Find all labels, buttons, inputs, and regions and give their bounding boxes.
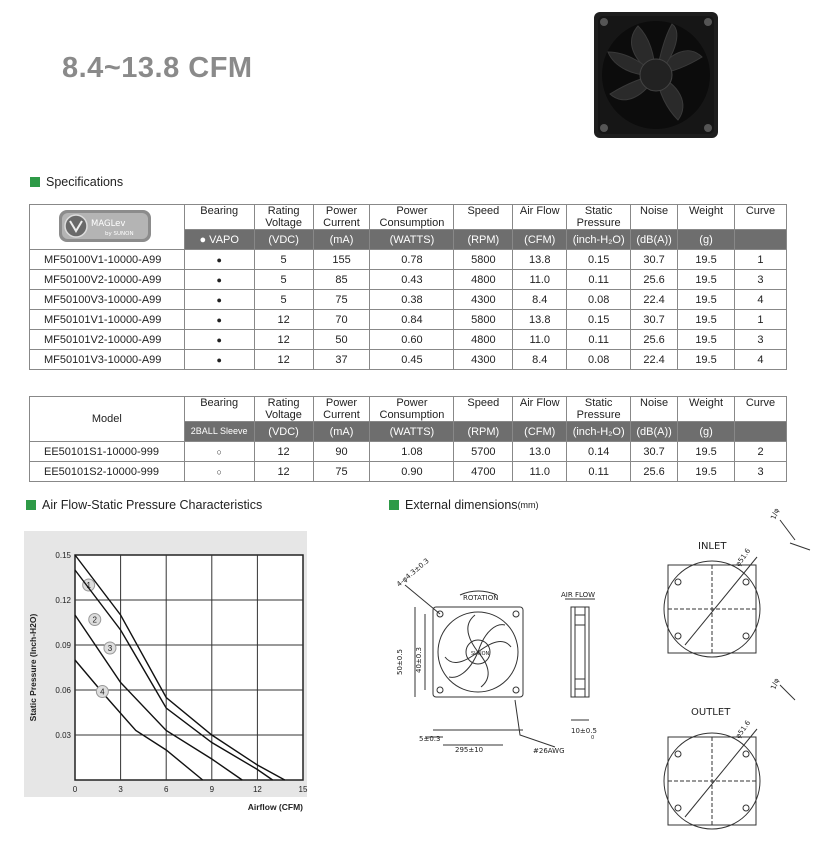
table-cell: 0.15 — [567, 310, 631, 330]
unit-cell: ● VAPO — [184, 230, 254, 250]
logo-by: by SUNON — [104, 230, 134, 237]
depth-sub-label: 0 — [591, 735, 595, 741]
table-cell: 19.5 — [678, 250, 735, 270]
table-cell: 19.5 — [678, 330, 735, 350]
height-outer-label: 50±0.5 — [396, 649, 404, 675]
table-cell: 0.60 — [370, 330, 454, 350]
table-cell: 25.6 — [631, 462, 678, 482]
table-cell: 4700 — [454, 462, 513, 482]
table-cell: ● — [184, 290, 254, 310]
table-cell: 19.5 — [678, 442, 735, 462]
series-label: 4 — [100, 687, 105, 697]
table-row — [30, 290, 787, 310]
table-row — [30, 250, 787, 270]
y-tick-label: 0.06 — [55, 686, 71, 695]
dimension-drawing — [385, 507, 821, 861]
table-cell: 3 — [734, 270, 786, 290]
table-cell: 75 — [313, 290, 370, 310]
unit-cell: (CFM) — [513, 230, 567, 250]
table-cell: 2 — [735, 442, 787, 462]
brand-label: SUNON — [471, 651, 490, 657]
table-row — [30, 442, 787, 462]
col-header: Noise — [631, 205, 678, 230]
table-cell: 5 — [254, 290, 313, 310]
depth-label: 10±0.5 — [571, 727, 597, 735]
outlet-label: OUTLET — [691, 707, 731, 718]
table-cell: 13.8 — [513, 250, 567, 270]
table-cell: 37 — [313, 350, 370, 370]
table-cell: 0.08 — [567, 350, 631, 370]
table-cell: 0.78 — [370, 250, 454, 270]
col-header: Weight — [678, 205, 735, 230]
col-header: Weight — [678, 397, 735, 422]
unit-cell: (WATTS) — [370, 230, 454, 250]
table-cell: 25.6 — [631, 270, 678, 290]
table-cell: 4300 — [454, 290, 513, 310]
col-header: Rating Voltage — [254, 397, 313, 422]
table-cell: 11.0 — [513, 462, 567, 482]
table-cell: 4 — [734, 290, 786, 310]
table-cell: 12 — [254, 442, 313, 462]
y-axis-label: Static Pressure (Inch-H2O) — [28, 613, 38, 722]
col-header: Power Current — [313, 205, 370, 230]
table-cell: 3 — [735, 462, 787, 482]
model-cell: MF50101V3-10000-A99 — [30, 350, 185, 370]
stub-label: 5±0.3 — [419, 735, 441, 743]
unit-cell: (CFM) — [513, 422, 567, 442]
table-cell: 30.7 — [631, 310, 678, 330]
unit-cell: (g) — [678, 230, 735, 250]
table-cell: ● — [184, 250, 254, 270]
unit-cell — [735, 422, 787, 442]
table-cell: 0.11 — [567, 270, 631, 290]
unit-cell — [734, 230, 786, 250]
table-cell: ● — [184, 270, 254, 290]
table-cell: 0.08 — [567, 290, 631, 310]
table-cell: 5800 — [454, 250, 513, 270]
table-cell: 5800 — [454, 310, 513, 330]
table-cell: 4 — [734, 350, 786, 370]
spec-table-maglev — [29, 204, 787, 370]
col-header: Noise — [631, 397, 678, 422]
table-cell: 13.0 — [513, 442, 567, 462]
table-row — [30, 462, 787, 482]
fan-side-outline — [571, 607, 589, 697]
model-cell: MF50101V2-10000-A99 — [30, 330, 185, 350]
x-tick-label: 9 — [209, 785, 215, 794]
y-tick-label: 0.12 — [55, 596, 71, 605]
airflow-pressure-chart — [0, 520, 330, 810]
unit-cell: (g) — [678, 422, 735, 442]
x-tick-label: 6 — [163, 785, 169, 794]
bullet-square-icon — [389, 500, 399, 510]
col-header: Power Consumption — [370, 397, 454, 422]
table-cell: 4800 — [454, 330, 513, 350]
table-cell: ● — [184, 330, 254, 350]
outlet-dia-label: φ51.6 — [734, 718, 753, 741]
table-cell: 5700 — [454, 442, 513, 462]
unit-cell: 2BALL Sleeve — [184, 422, 254, 442]
table-cell: 25.6 — [631, 330, 678, 350]
y-tick-label: 0.09 — [55, 641, 71, 650]
col-header: Air Flow — [513, 205, 567, 230]
table-cell: 0.15 — [567, 250, 631, 270]
awg-label: #26AWG — [533, 747, 565, 755]
model-cell: EE50101S2-10000-999 — [30, 462, 185, 482]
inlet-angle-label: 1/φ — [769, 507, 781, 521]
col-header: Air Flow — [513, 397, 567, 422]
table-cell: 70 — [313, 310, 370, 330]
table-cell: 8.4 — [513, 350, 567, 370]
maglev-logo — [30, 205, 185, 250]
outlet-angle-label: 1/φ — [769, 677, 781, 691]
plot-area — [75, 555, 303, 780]
lead-label: 295±10 — [455, 746, 484, 754]
table-cell: 30.7 — [631, 250, 678, 270]
series-label: 2 — [92, 615, 97, 625]
table-cell: 0.11 — [567, 330, 631, 350]
col-header: Power Current — [313, 397, 370, 422]
table-cell: 90 — [313, 442, 370, 462]
bullet-square-icon — [30, 177, 40, 187]
model-cell: MF50100V3-10000-A99 — [30, 290, 185, 310]
table-cell: 0.45 — [370, 350, 454, 370]
table-row — [30, 330, 787, 350]
col-header: Curve — [735, 397, 787, 422]
table-cell: 155 — [313, 250, 370, 270]
table-cell: ○ — [184, 462, 254, 482]
table-cell: 11.0 — [513, 330, 567, 350]
table-cell: 4300 — [454, 350, 513, 370]
table-cell: ● — [184, 350, 254, 370]
bullet-square-icon — [26, 500, 36, 510]
model-cell: MF50101V1-10000-A99 — [30, 310, 185, 330]
table-cell: 19.5 — [678, 290, 735, 310]
unit-cell: (inch-H₂O) — [567, 230, 631, 250]
unit-cell: (RPM) — [454, 230, 513, 250]
table-cell: 0.38 — [370, 290, 454, 310]
table-cell: 1 — [734, 250, 786, 270]
x-axis-label: Airflow (CFM) — [247, 802, 303, 812]
table-cell: 0.90 — [370, 462, 454, 482]
col-header: Bearing — [184, 205, 254, 230]
height-inner-label: 40±0.3 — [415, 647, 423, 673]
unit-cell: (RPM) — [454, 422, 513, 442]
table-cell: 1 — [734, 310, 786, 330]
col-header: Power Consumption — [370, 205, 454, 230]
x-tick-label: 15 — [298, 785, 308, 794]
table-cell: 3 — [734, 330, 786, 350]
unit-cell: (VDC) — [254, 422, 313, 442]
unit-cell: (WATTS) — [370, 422, 454, 442]
table-cell: 19.5 — [678, 270, 735, 290]
table-cell: 85 — [313, 270, 370, 290]
table-cell: 19.5 — [678, 350, 735, 370]
air-flow-label: AIR FLOW — [561, 591, 596, 599]
table-row — [30, 270, 787, 290]
unit-cell: (mA) — [313, 230, 370, 250]
table-cell: ● — [184, 310, 254, 330]
table-cell: 5 — [254, 270, 313, 290]
table-row — [30, 310, 787, 330]
y-tick-label: 0.15 — [55, 551, 71, 560]
table-cell: ○ — [184, 442, 254, 462]
x-tick-label: 3 — [118, 785, 123, 794]
table-cell: 0.84 — [370, 310, 454, 330]
section-dimensions: External dimensions (mm) — [389, 498, 539, 512]
holes-label: 4-φ4.3±0.3 — [395, 556, 431, 589]
table-cell: 50 — [313, 330, 370, 350]
table-cell: 19.5 — [678, 310, 735, 330]
table-cell: 4800 — [454, 270, 513, 290]
table-cell: 0.14 — [567, 442, 631, 462]
inlet-dia-label: φ51.6 — [734, 546, 753, 569]
x-tick-label: 12 — [252, 785, 262, 794]
col-header: Rating Voltage — [254, 205, 313, 230]
table-cell: 11.0 — [513, 270, 567, 290]
section-specifications: Specifications — [30, 175, 123, 189]
fan-product-image — [594, 12, 718, 138]
y-tick-label: 0.03 — [55, 731, 71, 740]
rotation-label: ROTATION — [463, 594, 499, 602]
table-cell: 22.4 — [631, 350, 678, 370]
table-row — [30, 350, 787, 370]
model-cell: EE50101S1-10000-999 — [30, 442, 185, 462]
inlet-label: INLET — [698, 541, 727, 552]
table-cell: 12 — [254, 462, 313, 482]
logo-text: MAGLev — [90, 218, 126, 229]
section-airflow-chart: Air Flow-Static Pressure Characteristics — [26, 498, 262, 512]
table-cell: 1.08 — [370, 442, 454, 462]
col-header: Static Pressure — [567, 397, 631, 422]
table-cell: 8.4 — [513, 290, 567, 310]
series-label: 3 — [107, 644, 113, 653]
table-cell: 75 — [313, 462, 370, 482]
table-cell: 12 — [254, 310, 313, 330]
series-label: 1 — [86, 581, 91, 590]
unit-cell: (VDC) — [254, 230, 313, 250]
x-tick-label: 0 — [72, 785, 78, 794]
table-cell: 0.43 — [370, 270, 454, 290]
table-cell: 12 — [254, 330, 313, 350]
page-title: 8.4~13.8 CFM — [62, 52, 253, 84]
table-cell: 30.7 — [631, 442, 678, 462]
table-cell: 13.8 — [513, 310, 567, 330]
model-header: Model — [30, 397, 185, 442]
unit-cell: (mA) — [313, 422, 370, 442]
table-cell: 19.5 — [678, 462, 735, 482]
table-cell: 5 — [254, 250, 313, 270]
unit-cell: (dB(A)) — [631, 422, 678, 442]
unit-cell: (dB(A)) — [631, 230, 678, 250]
model-cell: MF50100V2-10000-A99 — [30, 270, 185, 290]
col-header: Speed — [454, 205, 513, 230]
col-header: Curve — [734, 205, 786, 230]
table-cell: 0.11 — [567, 462, 631, 482]
col-header: Static Pressure — [567, 205, 631, 230]
col-header: Speed — [454, 397, 513, 422]
table-cell: 22.4 — [631, 290, 678, 310]
table-cell: 12 — [254, 350, 313, 370]
model-cell: MF50100V1-10000-A99 — [30, 250, 185, 270]
col-header: Bearing — [184, 397, 254, 422]
unit-cell: (inch-H₂O) — [567, 422, 631, 442]
spec-table-ball — [29, 396, 787, 482]
